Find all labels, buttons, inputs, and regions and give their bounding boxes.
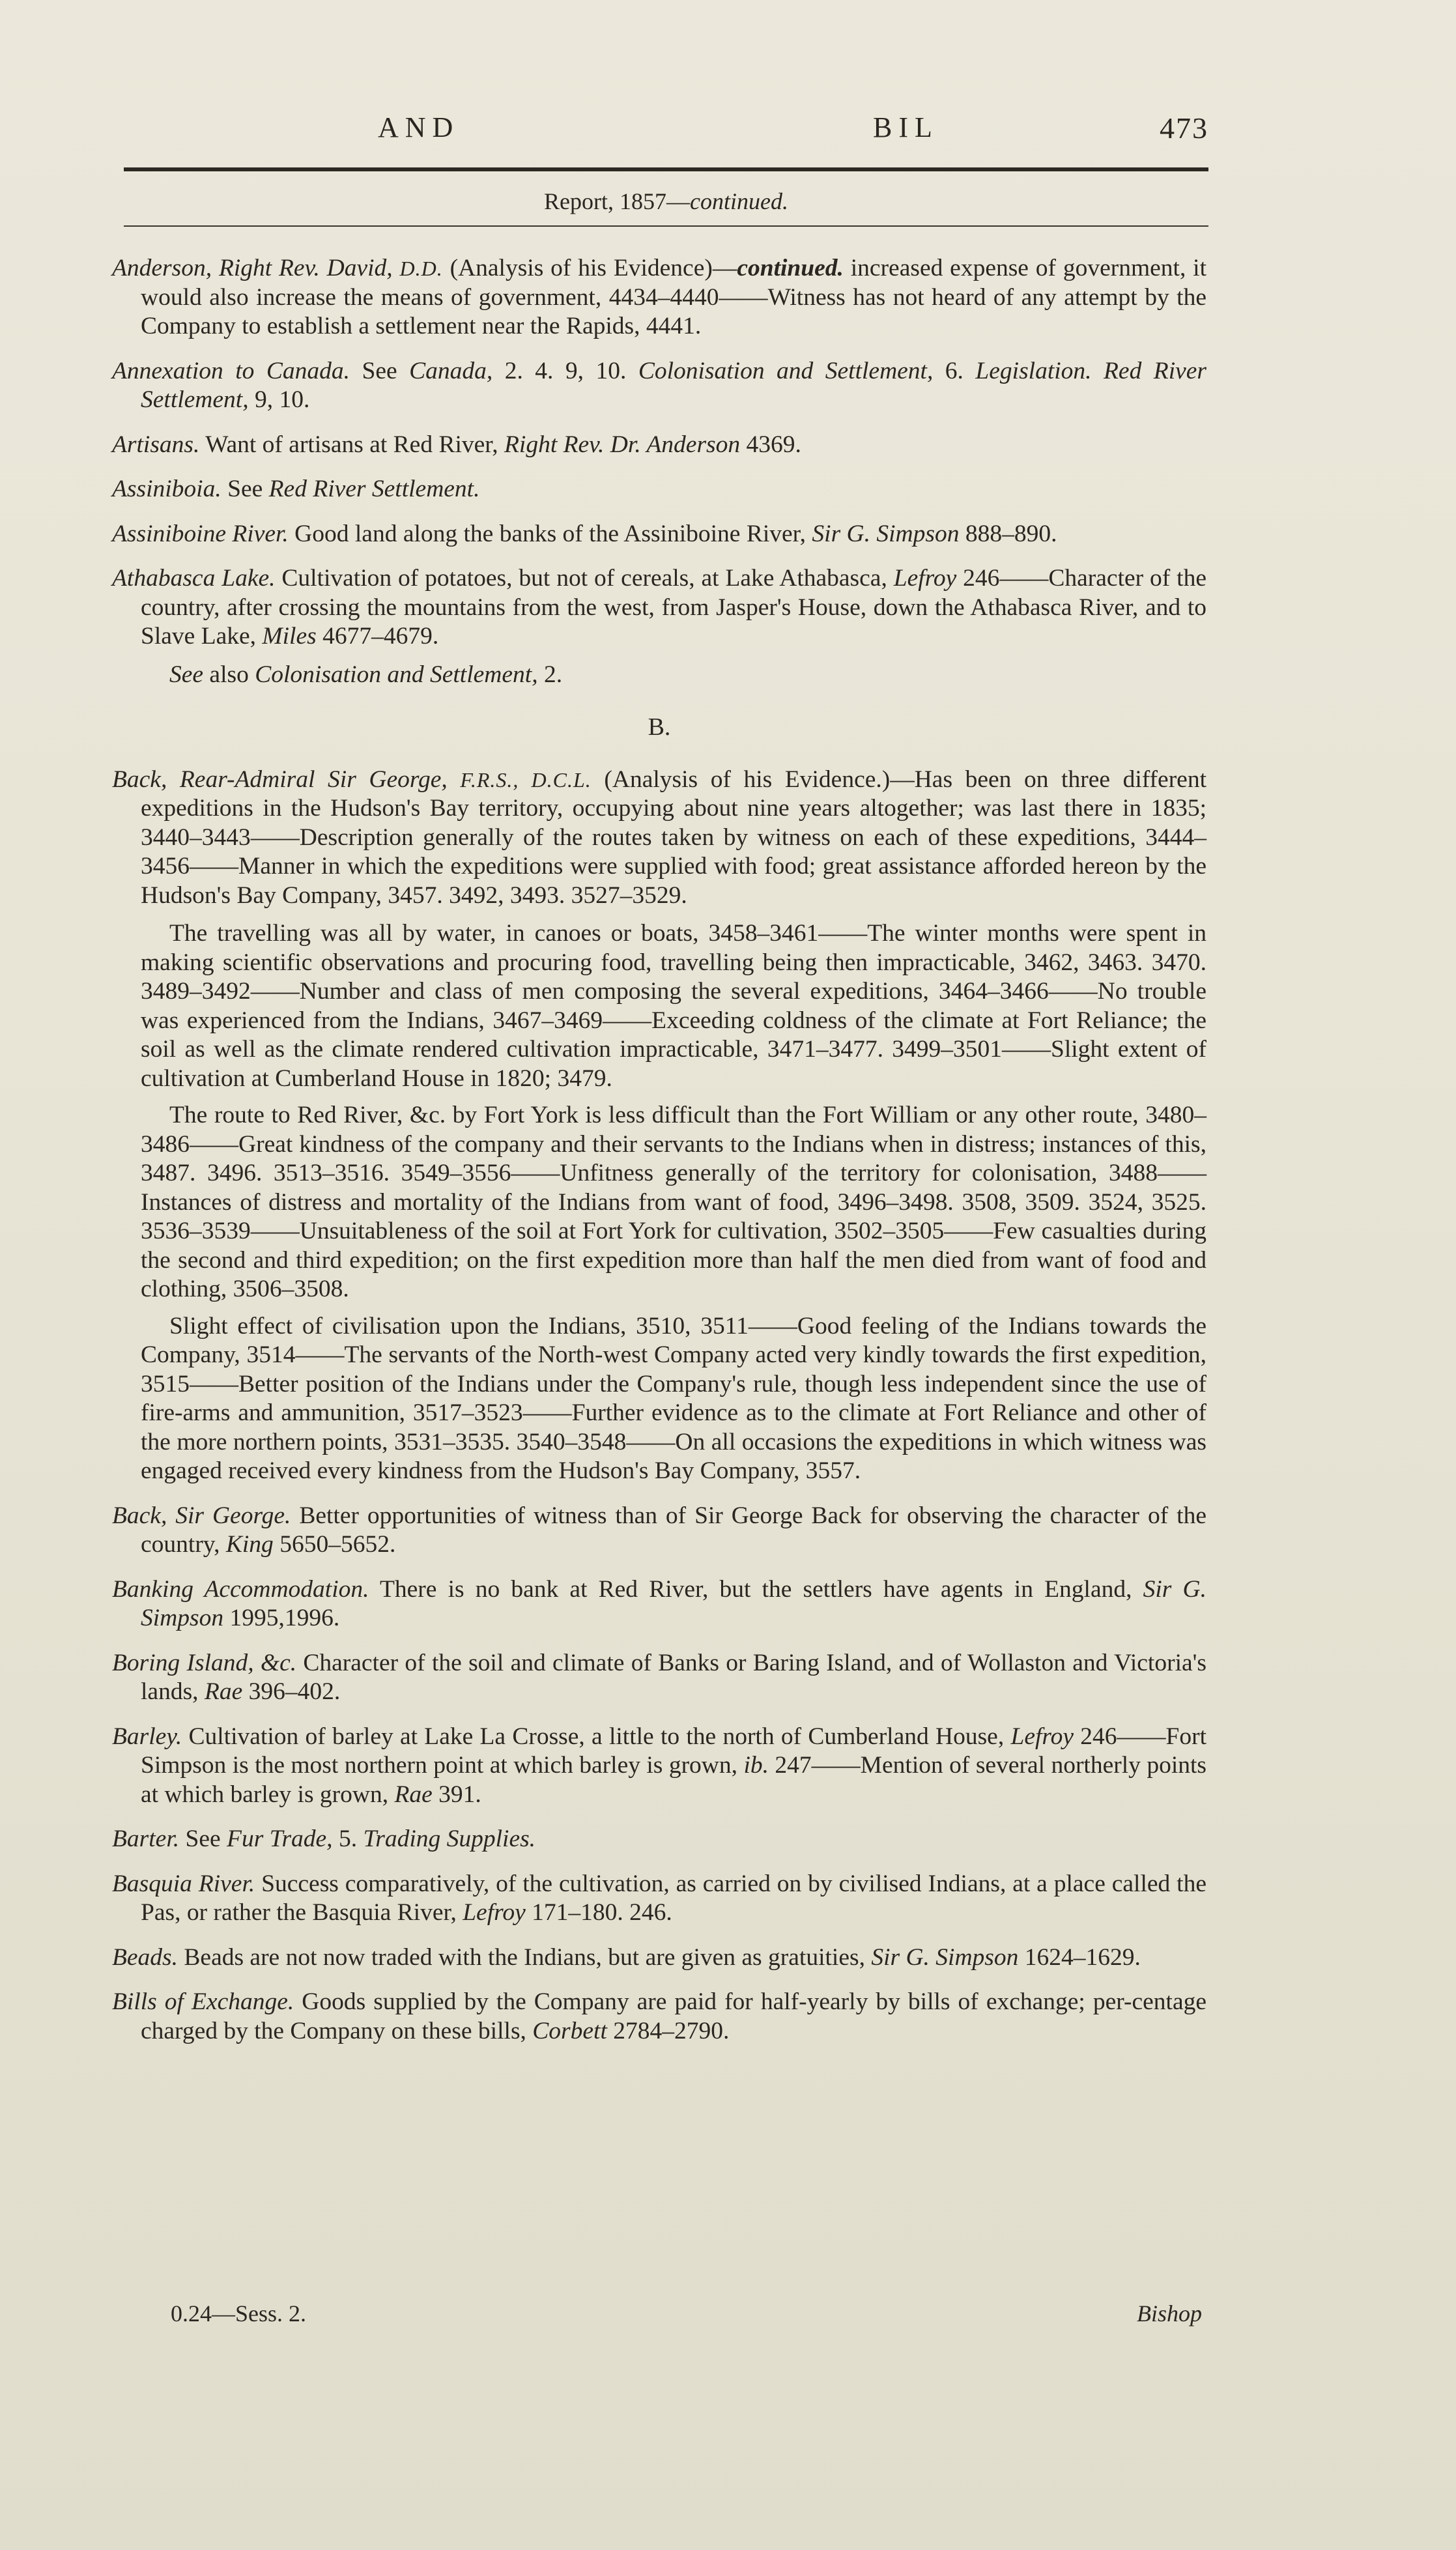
entry-beads: Beads. Beads are not now traded with the Indians, but are given as gratuities, Sir G. Simpson 1624–1629. xyxy=(112,1943,1141,1971)
witness-name: ib. xyxy=(743,1752,769,1779)
witness-name: Lefroy xyxy=(463,1899,526,1926)
entry-heading: Athabasca Lake. xyxy=(112,565,276,592)
honours: F.R.S., D.C.L. xyxy=(460,767,592,792)
cross-reference: Red River Settlement. xyxy=(268,476,480,502)
witness-name: Lefroy xyxy=(893,565,957,592)
entry-heading: Beads. xyxy=(112,1943,178,1971)
cross-reference: Fur Trade, xyxy=(227,1826,333,1852)
witness-name: Sir G. Simpson xyxy=(812,520,960,547)
sheet-signature: 0.24—Sess. 2. xyxy=(171,2300,307,2327)
paragraph: The route to Red River, &c. by Fort York is less difficult than the Fort William or any other route, 3480–3486——Great kindness of the company and their servants to the Indians when in distress; instances of this, 3487. 3496. 3513–3516. 3549–3556——Unfitness generally of the territory for colonisation, 3488——Instances of distress and mortality of the Indians from want of food, 3496–3498. 3508, 3509. 3524, 3525. 3536–3539——Unsuitableness of the soil at Fort York for cultivation, 3502–3505——Few casualties during the second and third expedition; on the first expedition more than half the men died from want of food and clothing, 3506–3508. xyxy=(141,1102,1206,1302)
entry-barter: Barter. See Fur Trade, 5. Trading Supplies. xyxy=(112,1826,536,1852)
entry-artisans: Artisans. Want of artisans at Red River, Right Rev. Dr. Anderson 4369. xyxy=(112,431,801,458)
entry-heading: Anderson, Right Rev. David, xyxy=(112,255,393,281)
witness-name: Sir G. Simpson xyxy=(871,1943,1019,1971)
entry-banking: Banking Accommodation. There is no bank at Red River, but the settlers have agents in England, Sir G. Simpson 1995,1996. xyxy=(112,1575,1206,1631)
witness-name: Right Rev. Dr. Anderson xyxy=(504,431,741,458)
index-body xyxy=(112,254,1206,2061)
paragraph: Slight effect of civilisation upon the Indians, 3510, 3511——Good feeling of the Indians towards the Company, 3514——The servants of the North-west Company acted very kindly towards the first expedition, 3515——Better position of the Indians under the Company's rule, though less independent since the use of fire-arms and ammunition, 3517–3523——Further evidence as to the climate at Fort Reliance and other of the more northern points, 3531–3535. 3540–3548——On all occasions the expeditions in which witness was engaged received every kindness from the Hudson's Bay Company, 3557. xyxy=(141,1312,1206,1484)
entry-heading: Artisans. xyxy=(112,431,200,458)
entry-boring-island: Boring Island, &c. Character of the soil and climate of Banks or Baring Island, and of Wollaston and Victoria's lands, Rae 396–402. xyxy=(112,1649,1206,1705)
section-letter: B. xyxy=(648,713,671,741)
entry-annexation: Annexation to Canada. See Canada, 2. 4. 9, 10. Colonisation and Settlement, 6. Legislation. Red River Settlement, 9, 10. xyxy=(112,357,1206,413)
witness-name: Corbett xyxy=(532,2017,607,2044)
header-left-keyword: AND xyxy=(378,111,460,143)
cross-reference: Trading Supplies. xyxy=(363,1826,536,1852)
catchword: Bishop xyxy=(1136,2300,1202,2327)
witness-name: Rae xyxy=(394,1781,433,1808)
entry-heading: Boring Island, &c. xyxy=(112,1649,297,1676)
entry-back-sir-george: Back, Sir George. Better opportunities of witness than of Sir George Back for observing the character of the country, King 5650–5652. xyxy=(112,1502,1206,1558)
cross-reference: Canada, xyxy=(409,357,493,384)
page-number: 473 xyxy=(1160,111,1208,145)
entry-athabasca: Athabasca Lake. Cultivation of potatoes, but not of cereals, at Lake Athabasca, Lefroy 246——Character of the country, after crossing the mountains from the west, from Jasper's House, down the Athabasca River, and to Slave Lake, Miles 4677–4679. xyxy=(112,565,1206,650)
cross-reference: Red River Settlement, xyxy=(141,357,1206,413)
witness-name: King xyxy=(225,1531,274,1558)
entry-heading: Bills of Exchange. xyxy=(112,1988,294,2015)
witness-name: Miles xyxy=(262,623,317,650)
cross-reference: Legislation. xyxy=(975,357,1092,384)
header-right-keyword: BIL xyxy=(873,111,939,143)
degree: D.D. xyxy=(399,257,443,280)
report-subtitle: Report, 1857—continued. xyxy=(544,188,788,214)
running-header xyxy=(124,111,1208,156)
entry-assiniboine: Assiniboine River. Good land along the banks of the Assiniboine River, Sir G. Simpson 888–890. xyxy=(112,520,1057,547)
entry-heading: Barley. xyxy=(112,1723,182,1750)
entry-barley: Barley. Cultivation of barley at Lake La Crosse, a little to the north of Cumberland House, Lefroy 246——Fort Simpson is the most northern point at which barley is grown, ib. 247——Mention of several northerly points at which barley is grown, Rae 391. xyxy=(112,1723,1207,1808)
entry-heading: Annexation to Canada. xyxy=(112,357,350,384)
entry-heading: Barter. xyxy=(112,1826,180,1852)
entry-assiniboia: Assiniboia. See Red River Settlement. xyxy=(112,476,480,502)
cross-reference: Colonisation and Settlement, xyxy=(638,357,934,384)
entry-bills-of-exchange: Bills of Exchange. Goods supplied by the Company are paid for half-yearly by bills of exchange; per-centage charged by the Company on these bills, Corbett 2784–2790. xyxy=(112,1988,1206,2044)
paragraph: The travelling was all by water, in canoes or boats, 3458–3461——The winter months were spent in making scientific observations and procuring food, travelling being then impracticable, 3462, 3463. 3470. 3489–3492——Number and class of men composing the several expeditions, 3464–3466——No trouble was experienced from the Indians, 3467–3469——Exceeding coldness of the climate at Fort Reliance; the soil as well as the climate rendered cultivation impracticable, 3471–3477. 3499–3501——Slight extent of cultivation at Cumberland House in 1820; 3479. xyxy=(141,920,1206,1092)
entry-text: increased expense of government, it would also increase the means of government, 4434–4440——Witness has not heard of any attempt by the Company to establish a settlement near the Rapids, 4441. xyxy=(141,255,1207,339)
header-rule xyxy=(124,167,1208,171)
entry-heading: Assiniboine River. xyxy=(112,520,289,547)
entry-anderson: Anderson, Right Rev. David, D.D. (Analysis of his Evidence)—continued. increased expense of government, it would also increase the means of government, 4434–4440——Witness has not heard of any attempt by the Company to establish a settlement near the Rapids, 4441. xyxy=(112,255,1207,339)
subtitle-rule xyxy=(124,225,1208,227)
witness-name: Lefroy xyxy=(1010,1723,1074,1750)
witness-name: Sir G. Simpson xyxy=(141,1575,1206,1631)
entry-heading: Banking Accommodation. xyxy=(112,1575,369,1603)
cross-reference: Colonisation and Settlement, xyxy=(255,661,538,688)
entry-heading: Assiniboia. xyxy=(112,476,221,502)
entry-back-rear-admiral: Back, Rear-Admiral Sir George, F.R.S., D.C.L. (Analysis of his Evidence.)—Has been on three different expeditions in the Hudson's Bay territory, occupying about nine years altogether; was last there in 1835; 3440–3443——Description generally of the routes taken by witness on each of these expeditions, 3444–3456——Manner in which the expeditions were supplied with food; great assistance afforded hereon by the Hudson's Bay Company, 3457. 3492, 3493. 3527–3529. xyxy=(112,766,1206,909)
see-also-line: See also Colonisation and Settlement, 2. xyxy=(169,661,563,688)
entry-heading: Back, Sir George. xyxy=(112,1502,291,1529)
witness-name: Rae xyxy=(204,1678,243,1705)
entry-heading: Basquia River. xyxy=(112,1870,255,1897)
entry-heading: Back, Rear-Admiral Sir George, xyxy=(112,766,448,793)
entry-basquia: Basquia River. Success comparatively, of the cultivation, as carried on by civilised Indians, at a place called the Pas, or rather the Basquia River, Lefroy 171–180. 246. xyxy=(112,1870,1206,1926)
